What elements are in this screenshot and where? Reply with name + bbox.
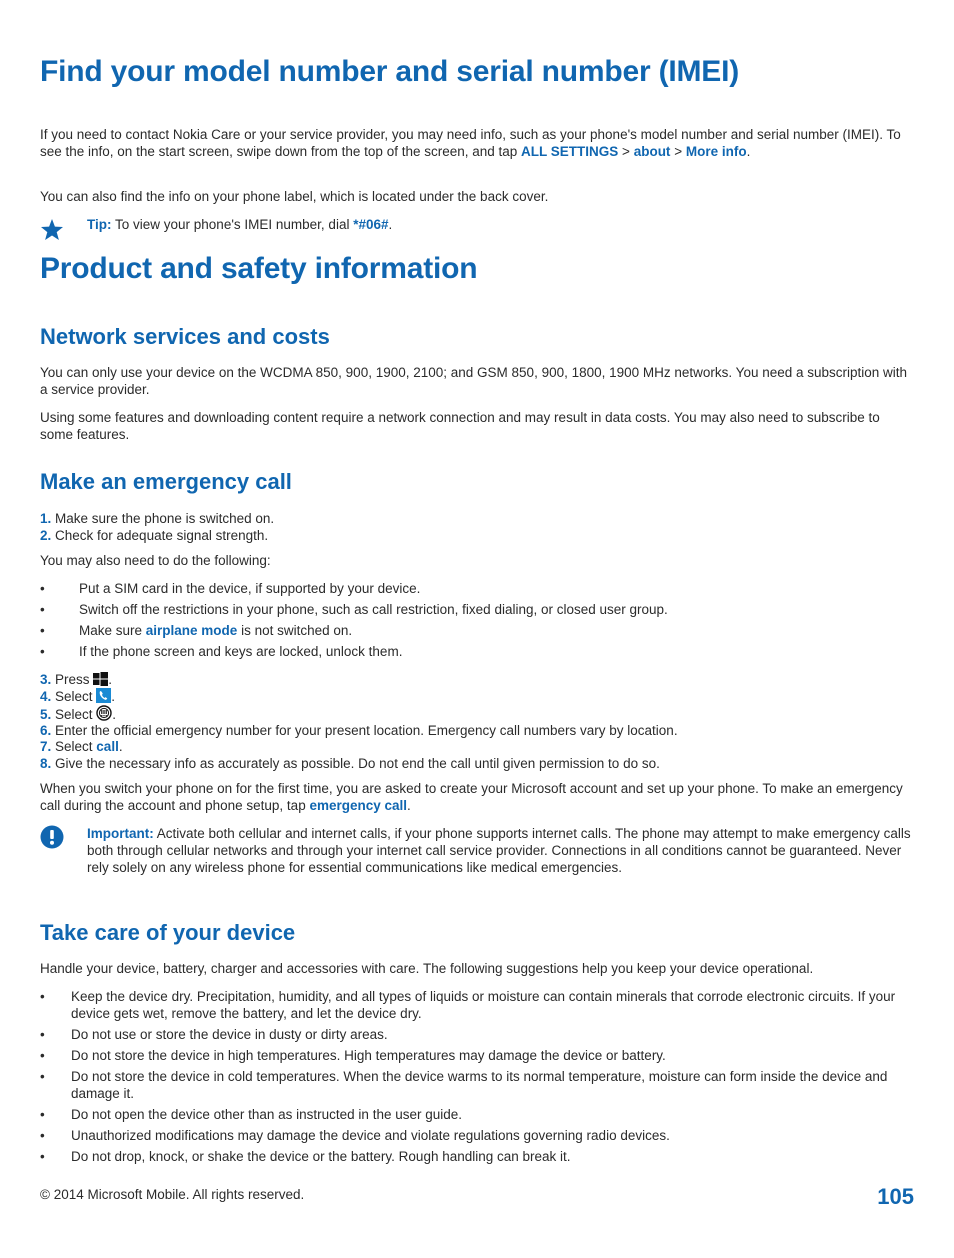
heading-network-services: Network services and costs [40,324,330,349]
star-icon [40,218,64,242]
imei-code: *#06# [353,217,389,232]
step-5: 5. Select . [40,707,117,722]
heading-find-model-number: Find your model number and serial number (IMEI) [40,55,740,88]
step-7: 7. Select call. [40,739,123,754]
step-8: 8. Give the necessary info as accurately as possible. Do not end the call until given permission to do so. [40,756,660,771]
emergency-icon [96,705,112,721]
ui-term-emergency-call: emergency call [309,798,408,813]
paragraph-imei-intro: If you need to contact Nokia Care or your service provider, you may need info, such as your phone's model number and serial number (IMEI). To see the info, on the start screen, swipe down from the top of the screen, and tap ALL SETTINGS > about > More info. [40,127,901,159]
important-note: Important: Activate both cellular and internet calls, if your phone supports internet calls. The phone may attempt to make emergency calls both through cellular networks and through your internet call service provider. Connections in all conditions cannot be guaranteed. Never rely solely on any wireless phone for essential communications like medical emergencies. [87,826,911,875]
heading-product-safety: Product and safety information [40,252,478,285]
ui-term-about: about [633,144,671,159]
copyright-footer: © 2014 Microsoft Mobile. All rights reserved. [40,1187,305,1202]
paragraph-phone-label: You can also find the info on your phone label, which is located under the back cover. [40,189,549,204]
step-6: 6. Enter the official emergency number for your present location. Emergency call numbers vary by location. [40,723,678,738]
ui-term-airplane-mode: airplane mode [145,623,238,638]
ui-term-all-settings: ALL SETTINGS [521,144,619,159]
phone-icon [96,688,111,703]
paragraph-network-1: You can only use your device on the WCDMA 850, 900, 1900, 2100; and GSM 850, 900, 1800, 1900 MHz networks. You need a subscription with a service provider. [40,365,908,397]
paragraph-first-time-setup: When you switch your phone on for the first time, you are asked to create your Microsoft account and set up your phone. To make an emergency call during the account and phone setup, tap emergency call. [40,781,903,813]
ui-term-more-info: More info [685,144,747,159]
ui-term-call: call [96,739,119,754]
windows-start-icon [93,672,108,686]
tip-note: Tip: To view your phone's IMEI number, dial *#06#. [87,217,393,232]
important-icon [40,825,64,849]
paragraph-network-2: Using some features and downloading content require a network connection and may result in data costs. You may also need to subscribe to some features. [40,410,880,442]
heading-take-care: Take care of your device [40,920,296,945]
page-number: 105 [877,1184,914,1209]
step-3: 3. Press . [40,672,113,687]
paragraph-care-intro: Handle your device, battery, charger and accessories with care. The following suggestions help you keep your device operational. [40,961,814,976]
step-4: 4. Select . [40,689,116,704]
step-2: 2. Check for adequate signal strength. [40,528,269,543]
heading-emergency-call: Make an emergency call [40,469,292,494]
step-1: 1. Make sure the phone is switched on. [40,511,275,526]
paragraph-also-need: You may also need to do the following: [40,553,271,568]
